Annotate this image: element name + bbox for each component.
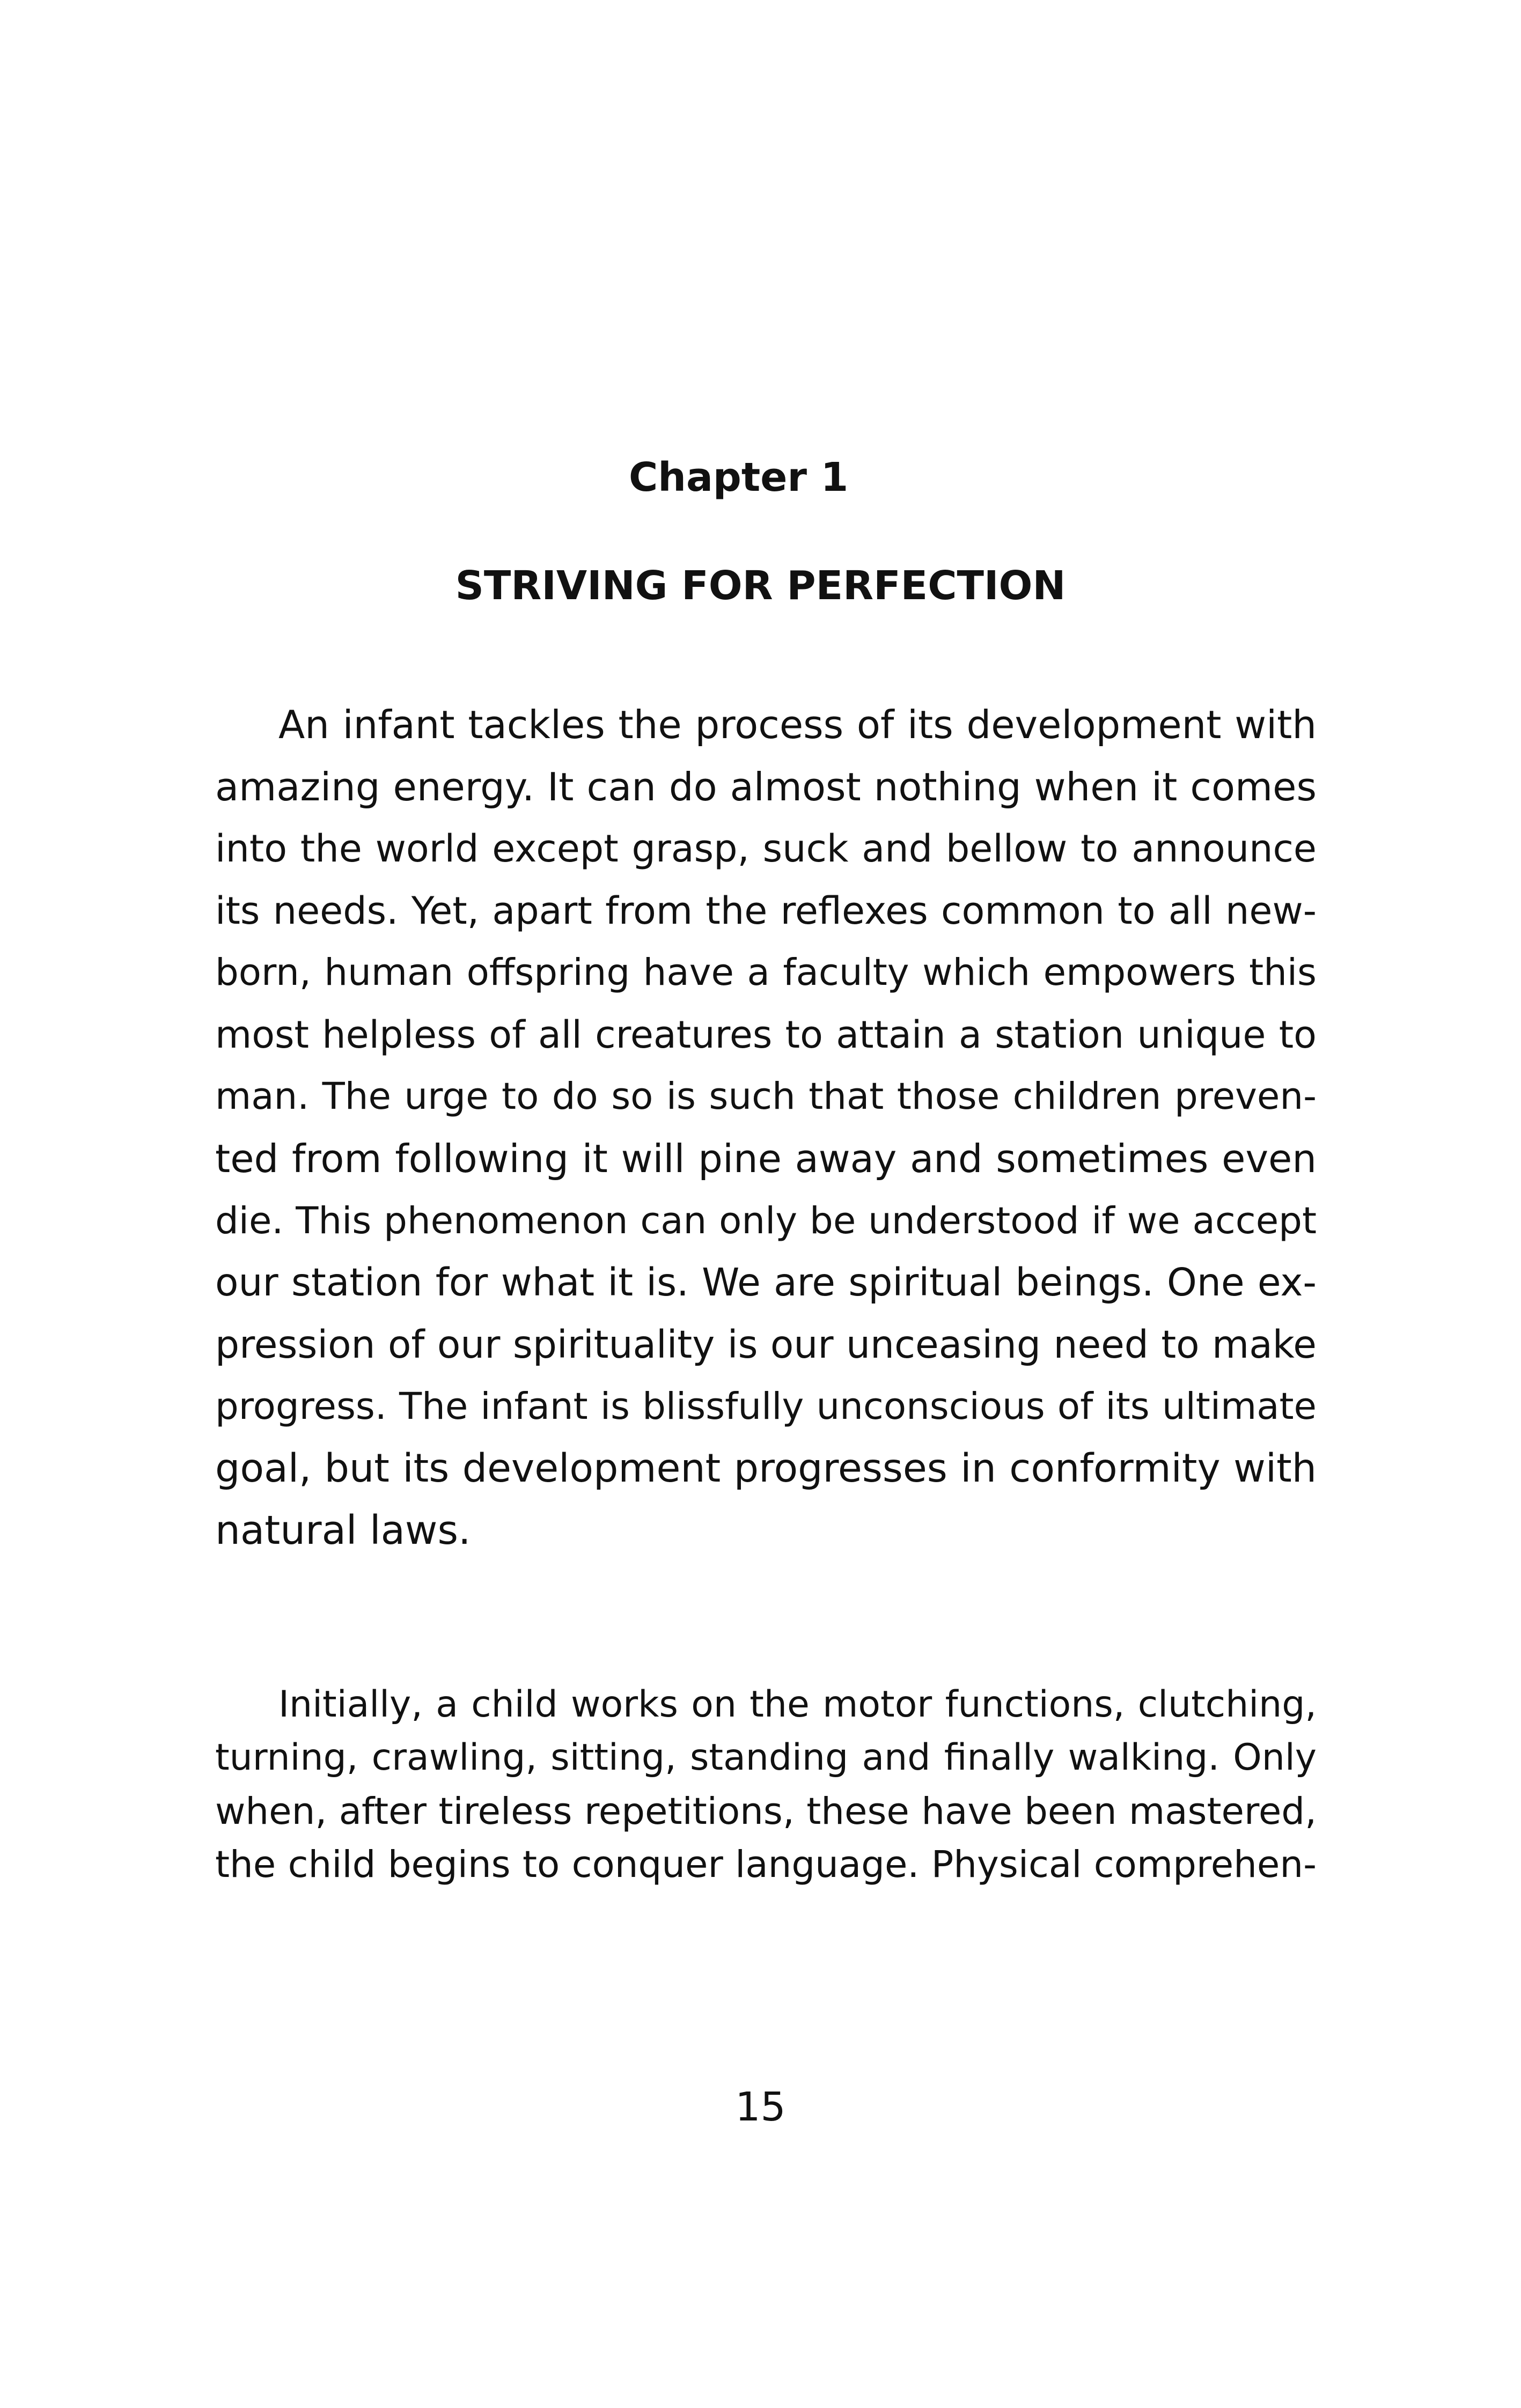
paragraph-line: progress. The infant is blissfully unconscious of its ultimate <box>215 1385 1317 1428</box>
chapter-title: STRIVING FOR PERFECTION <box>455 563 1066 609</box>
chapter-label: Chapter 1 <box>629 454 849 500</box>
paragraph-line: its needs. Yet, apart from the reflexes common to all new- <box>215 889 1317 933</box>
paragraph-line: die. This phenomenon can only be understood if we accept <box>215 1199 1317 1242</box>
paragraph-line: amazing energy. It can do almost nothing when it comes <box>215 764 1317 809</box>
paragraph-line: when, after tireless repetitions, these have been mastered, <box>215 1790 1317 1833</box>
paragraph-line: the child begins to conquer language. Physical comprehen- <box>215 1843 1317 1886</box>
paragraph-line: born, human offspring have a faculty which empowers this <box>215 951 1317 994</box>
paragraph-line: turning, crawling, sitting, standing and finally walking. Only <box>215 1736 1317 1779</box>
paragraph-line: Initially, a child works on the motor functions, clutching, <box>278 1683 1317 1726</box>
paragraph-line: pression of our spirituality is our unceasing need to make <box>215 1322 1317 1367</box>
paragraph-line: most helpless of all creatures to attain a station unique to <box>215 1013 1317 1057</box>
page-number: 15 <box>735 2084 786 2130</box>
paragraph-line: our station for what it is. We are spiritual beings. One ex- <box>215 1260 1317 1305</box>
paragraph-line: into the world except grasp, suck and bellow to announce <box>215 827 1317 871</box>
paragraph-line: man. The urge to do so is such that those children preven- <box>215 1075 1317 1118</box>
paragraph-line: ted from following it will pine away and sometimes even <box>215 1136 1317 1181</box>
paragraph-line: An infant tackles the process of its development with <box>278 702 1317 747</box>
paragraph-line: goal, but its development progresses in conformity with <box>215 1446 1317 1491</box>
paragraph-line: natural laws. <box>215 1507 471 1553</box>
